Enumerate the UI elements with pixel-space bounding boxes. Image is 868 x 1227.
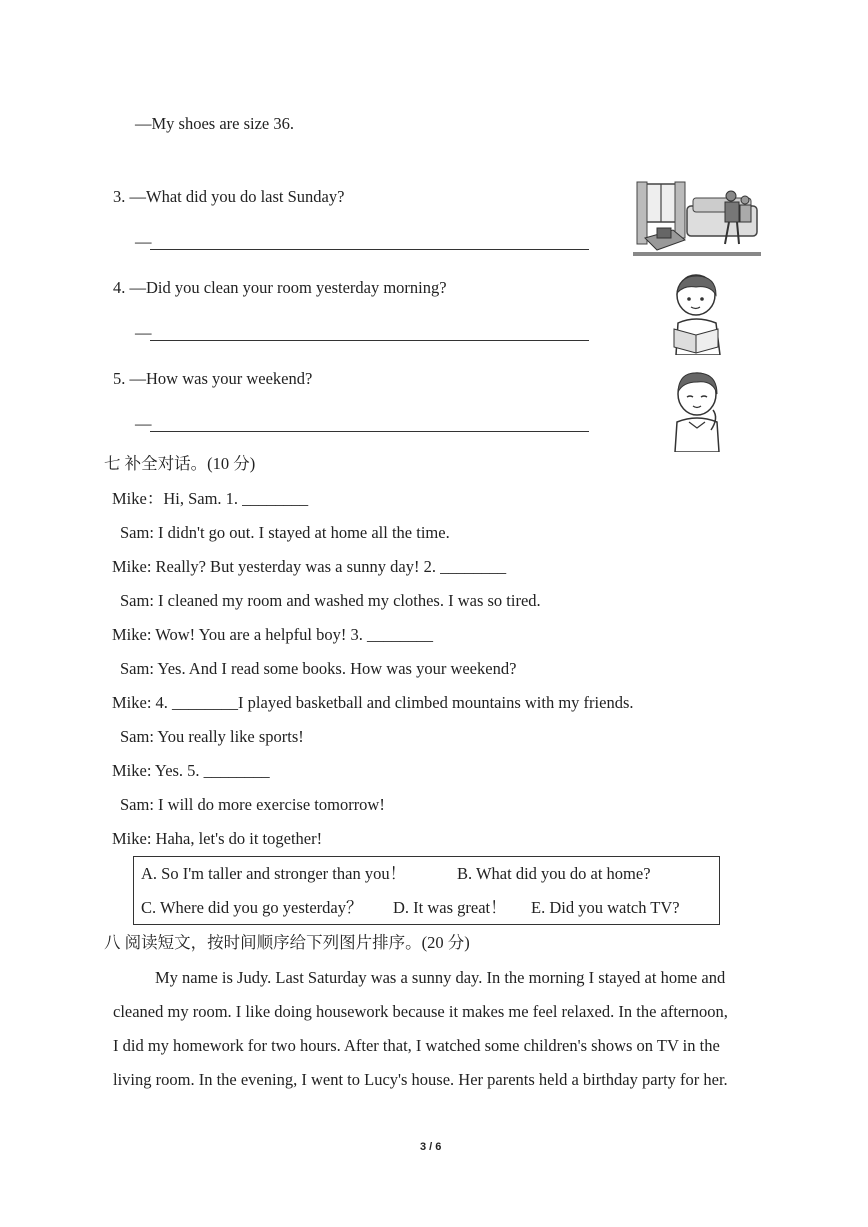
dialogue-line-7: Mike: 4. ________I played basketball and climbed mountains with my friends. — [112, 693, 634, 712]
paragraph-line-3: I did my homework for two hours. After that, I watched some children's shows on TV in the — [113, 1036, 720, 1055]
answer-line-3[interactable] — [150, 249, 589, 250]
option-a: A. So I'm taller and stronger than you！ — [141, 864, 407, 883]
option-b: B. What did you do at home? — [457, 864, 651, 883]
boy-thinking-illustration — [667, 370, 727, 452]
answer-line-4[interactable] — [150, 340, 589, 341]
answer-line-5[interactable] — [150, 431, 589, 432]
paragraph-line-2: cleaned my room. I like doing housework because it makes me feel relaxed. In the afternoon, — [113, 1002, 728, 1021]
previous-answer: —My shoes are size 36. — [135, 114, 295, 133]
dialogue-line-5: Mike: Wow! You are a helpful boy! 3. ________ — [112, 625, 434, 644]
question-3: 3. —What did you do last Sunday? — [113, 187, 345, 206]
dialogue-line-6: Sam: Yes. And I read some books. How was your weekend? — [120, 659, 517, 678]
section-8-heading: 八 阅读短文，按时间顺序给下列图片排序。(20 分) — [104, 933, 470, 952]
page-number: 3 / 6 — [420, 1141, 442, 1153]
dialogue-line-11: Mike: Haha, let's do it together! — [112, 829, 323, 848]
answer-dash-5: — — [135, 414, 152, 433]
paragraph-line-4: living room. In the evening, I went to Lucy's house. Her parents held a birthday party for her. — [113, 1070, 728, 1089]
dialogue-line-4: Sam: I cleaned my room and washed my clothes. I was so tired. — [120, 591, 541, 610]
option-c: C. Where did you go yesterday？ — [141, 898, 363, 917]
paragraph-line-1: My name is Judy. Last Saturday was a sunny day. In the morning I stayed at home and — [155, 968, 726, 987]
question-4: 4. —Did you clean your room yesterday morning? — [113, 278, 447, 297]
living-room-illustration — [633, 178, 761, 258]
dialogue-line-1: Mike：Hi, Sam. 1. ________ — [112, 489, 309, 508]
option-d: D. It was great！ — [393, 898, 507, 917]
section-7-heading: 七 补全对话。(10 分) — [104, 454, 256, 473]
question-5: 5. —How was your weekend? — [113, 369, 313, 388]
dialogue-line-8: Sam: You really like sports! — [120, 727, 304, 746]
answer-dash-4: — — [135, 323, 152, 342]
dialogue-line-10: Sam: I will do more exercise tomorrow! — [120, 795, 385, 814]
option-e: E. Did you watch TV? — [531, 898, 680, 917]
dialogue-line-2: Sam: I didn't go out. I stayed at home all the time. — [120, 523, 450, 542]
boy-reading-illustration — [666, 273, 728, 355]
dialogue-line-9: Mike: Yes. 5. ________ — [112, 761, 270, 780]
dialogue-line-3: Mike: Really? But yesterday was a sunny day! 2. ________ — [112, 557, 507, 576]
answer-dash-3: — — [135, 232, 152, 251]
